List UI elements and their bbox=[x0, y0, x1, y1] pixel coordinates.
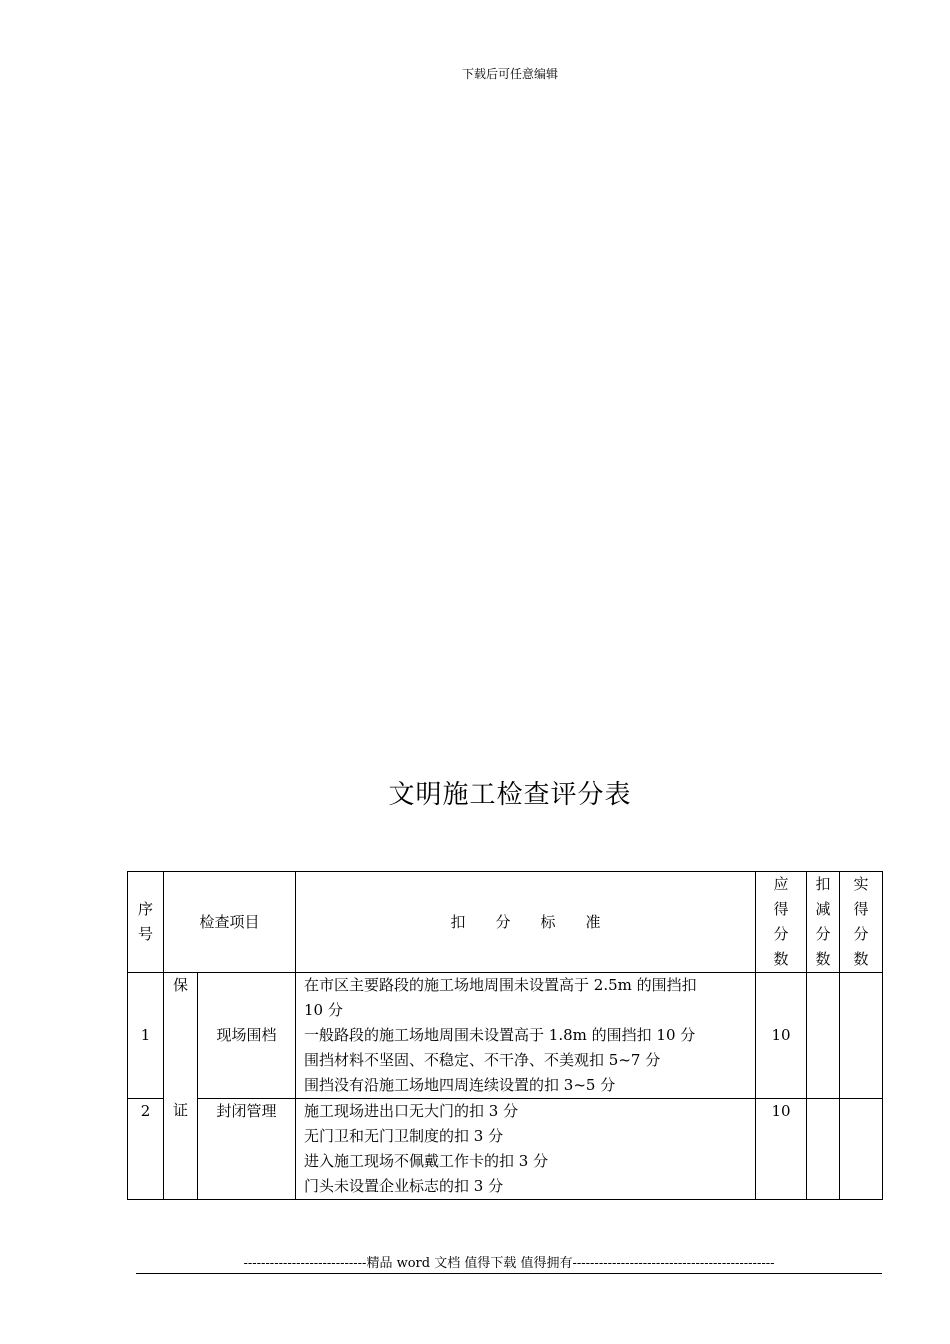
row-deduct[interactable] bbox=[807, 1099, 840, 1200]
row-seq: 2 bbox=[128, 1099, 164, 1200]
row-item: 封闭管理 bbox=[198, 1099, 296, 1200]
header-note: 下载后可任意编辑 bbox=[461, 67, 558, 81]
row-seq: 1 bbox=[128, 973, 164, 1099]
header-criteria: 扣 分 标 准 bbox=[296, 872, 756, 973]
table-row bbox=[128, 973, 883, 1099]
row-score: 10 bbox=[756, 973, 807, 1099]
header-seq: 序 号 bbox=[128, 872, 164, 973]
row-criteria: 施工现场进出口无大门的扣 3 分 无门卫和无门卫制度的扣 3 分 进入施工现场不佩戴工作卡的扣 3 分 门头未设置企业标志的扣 3 分 bbox=[296, 1099, 756, 1200]
group-label: 保 证 bbox=[164, 973, 198, 1200]
row-item: 现场围档 bbox=[198, 973, 296, 1099]
header-actual: 实 得 分 数 bbox=[840, 872, 883, 973]
row-actual[interactable] bbox=[840, 973, 883, 1099]
header-deduct: 扣 减 分 数 bbox=[807, 872, 840, 973]
footer-text: ----------------------------精品 word 文档 值得下载 值得拥有---------------------------------------------- bbox=[243, 1256, 775, 1271]
score-table bbox=[127, 871, 883, 1200]
row-score: 10 bbox=[756, 1099, 807, 1200]
row-criteria: 在市区主要路段的施工场地周围未设置高于 2.5m 的围挡扣 10 分 一般路段的施工场地周围未设置高于 1.8m 的围挡扣 10 分 围挡材料不坚固、不稳定、不干净、不美观扣 5~7 分 围挡没有沿施工场地四周连续设置的扣 3~5 分 bbox=[296, 973, 756, 1099]
table-row bbox=[128, 1099, 883, 1200]
row-actual[interactable] bbox=[840, 1099, 883, 1200]
table-header-row bbox=[128, 872, 883, 973]
header-full-score: 应 得 分 数 bbox=[756, 872, 807, 973]
row-deduct[interactable] bbox=[807, 973, 840, 1099]
header-item: 检查项目 bbox=[164, 872, 296, 973]
document-title: 文明施工检查评分表 bbox=[388, 780, 632, 810]
